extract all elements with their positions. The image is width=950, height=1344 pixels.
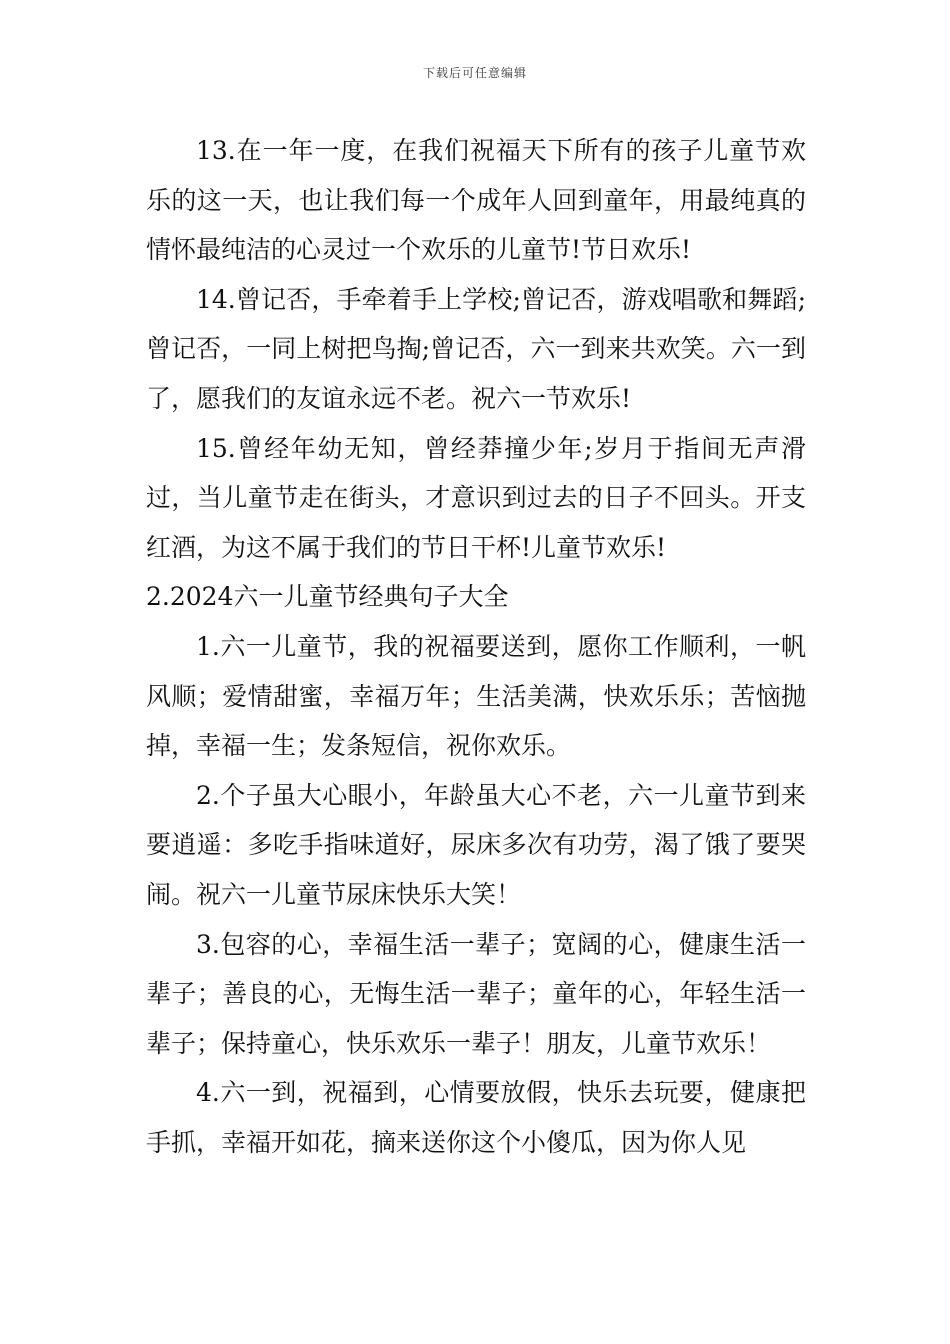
paragraph-3: 3.包容的心，幸福生活一辈子；宽阔的心，健康生活一辈子；善良的心，无悔生活一辈子；童年的心，年轻生活一辈子；保持童心，快乐欢乐一辈子！朋友，儿童节欢乐！ bbox=[146, 929, 806, 1058]
paragraph-4: 4.六一到，祝福到，心情要放假，快乐去玩要，健康把手抓，幸福开如花，摘来送你这个小傻瓜，因为你人见 bbox=[146, 1078, 806, 1157]
paragraph-2: 2.个子虽大心眼小，年龄虽大心不老，六一儿童节到来要逍遥：多吃手指味道好，尿床多次有功劳，渴了饿了要哭闹。祝六一儿童节尿床快乐大笑！ bbox=[146, 780, 806, 909]
paragraph-15: 15.曾经年幼无知，曾经莽撞少年;岁月于指间无声滑过，当儿童节走在街头，才意识到过去的日子不回头。开支红酒，为这不属于我们的节日干杯!儿童节欢乐! bbox=[146, 433, 806, 562]
section-heading: 2.2024六一儿童节经典句子大全 bbox=[146, 582, 509, 612]
paragraph-1: 1.六一儿童节，我的祝福要送到，愿你工作顺利，一帆风顺；爱情甜蜜，幸福万年；生活美满，快欢乐乐；苦恼抛掉，幸福一生；发条短信，祝你欢乐。 bbox=[146, 631, 806, 761]
paragraph-13: 13.在一年一度，在我们祝福天下所有的孩子儿童节欢乐的这一天，也让我们每一个成年人回到童年，用最纯真的情怀最纯洁的心灵过一个欢乐的儿童节!节日欢乐! bbox=[146, 136, 806, 265]
header-note: 下载后可任意编辑 bbox=[422, 66, 527, 80]
paragraph-14: 14.曾记否，手牵着手上学校;曾记否，游戏唱歌和舞蹈;曾记否，一同上树把鸟掏;曾记否，六一到来共欢笑。六一到了，愿我们的友谊永远不老。祝六一节欢乐! bbox=[146, 284, 806, 413]
document-body bbox=[146, 126, 806, 1167]
